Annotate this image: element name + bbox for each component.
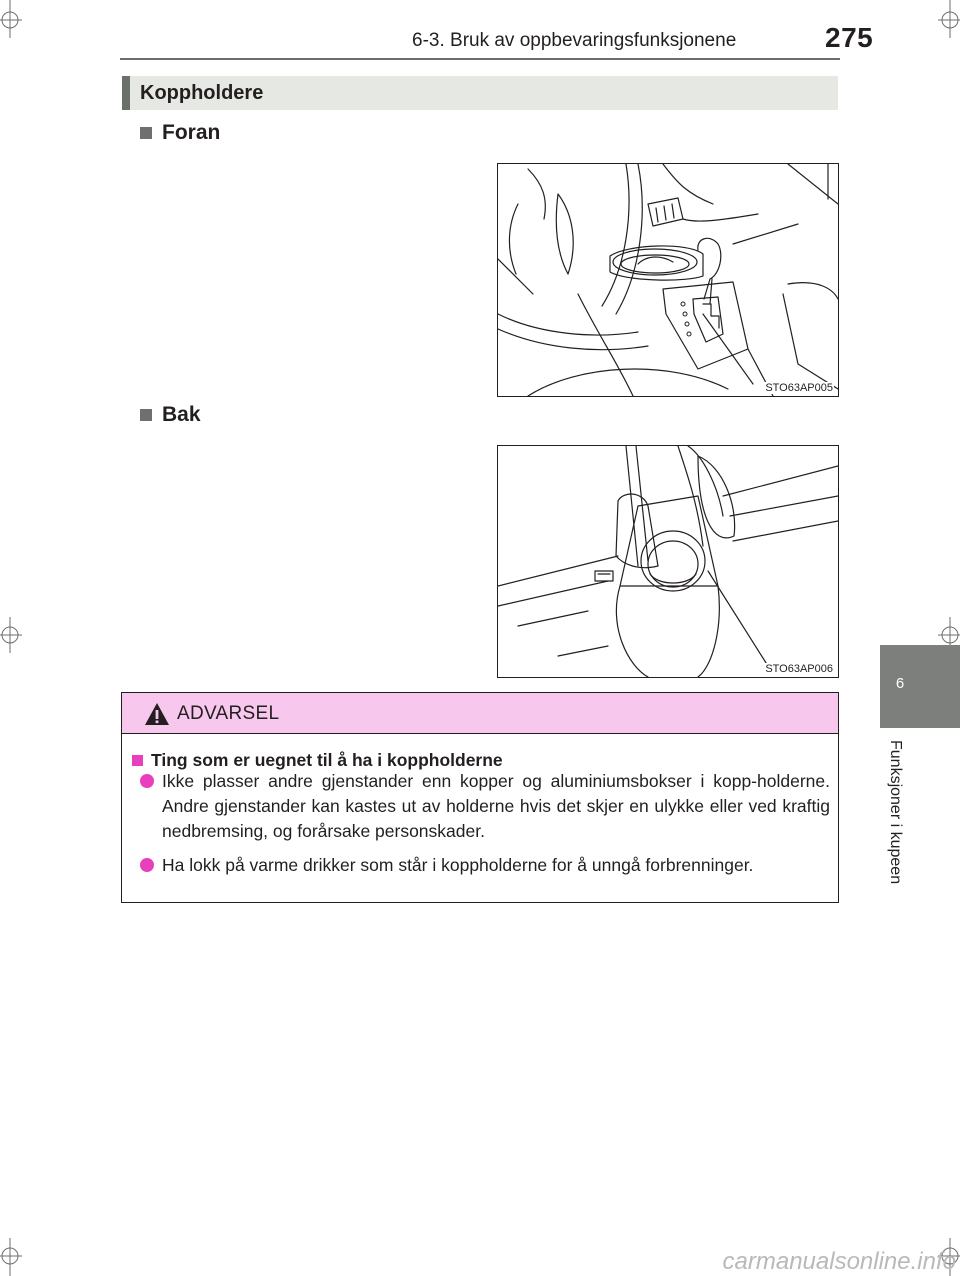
pink-square-bullet-icon (132, 755, 143, 766)
warning-box (121, 692, 839, 903)
section-bar-accent (122, 76, 130, 110)
subheading-rear (140, 403, 201, 427)
warning-label: ADVARSEL (177, 703, 280, 724)
warning-header (122, 693, 838, 734)
crop-mark-top-right (920, 0, 960, 40)
pink-dot-bullet-icon (140, 858, 154, 872)
chapter-title: Funksjoner i kupeen (887, 740, 904, 885)
crop-mark-bottom-left (0, 1236, 40, 1276)
warning-triangle-icon (144, 702, 170, 726)
section-bar (122, 76, 838, 110)
warning-heading-text: Ting som er uegnet til å ha i koppholderne (151, 750, 503, 770)
pink-dot-bullet-icon (140, 774, 154, 788)
section-title: Koppholdere (140, 82, 264, 104)
crop-mark-top-left (0, 0, 40, 40)
figure-rear-code: STO63AP006 (765, 663, 833, 675)
chapter-number: 6 (895, 675, 905, 692)
page-number: 275 (825, 22, 874, 53)
chapter-tab (880, 645, 960, 728)
warning-item-text: Ha lokk på varme drikker som står i koppholderne for å unngå forbrenninger. (162, 855, 754, 875)
warning-item (140, 769, 830, 844)
watermark: carmanualsonline.info (722, 1248, 956, 1275)
warning-item (140, 853, 830, 878)
subheading-front-label: Foran (162, 121, 221, 144)
warning-heading (132, 750, 503, 771)
figure-rear-cupholder (497, 445, 839, 678)
subheading-rear-label: Bak (162, 403, 201, 426)
square-bullet-icon (140, 409, 152, 421)
square-bullet-icon (140, 127, 152, 139)
warning-item-text: Ikke plasser andre gjenstander enn kopper og aluminiumsbokser i kopp-holderne. Andre gjenstander kan kastes ut av holderne hvis det skjer en ulykke eller ved kraftig nedbremsing, og forårsake personskader. (162, 771, 830, 841)
rear-cupholder-illustration (498, 446, 838, 677)
header-title: 6-3. Bruk av oppbevaringsfunksjonene (412, 30, 737, 51)
subheading-front (140, 121, 220, 145)
front-cupholder-illustration (498, 164, 838, 396)
crop-mark-mid-left (0, 615, 40, 655)
figure-front-cupholder (497, 163, 839, 397)
header-rule (120, 58, 840, 60)
figure-front-code: STO63AP005 (765, 382, 833, 394)
